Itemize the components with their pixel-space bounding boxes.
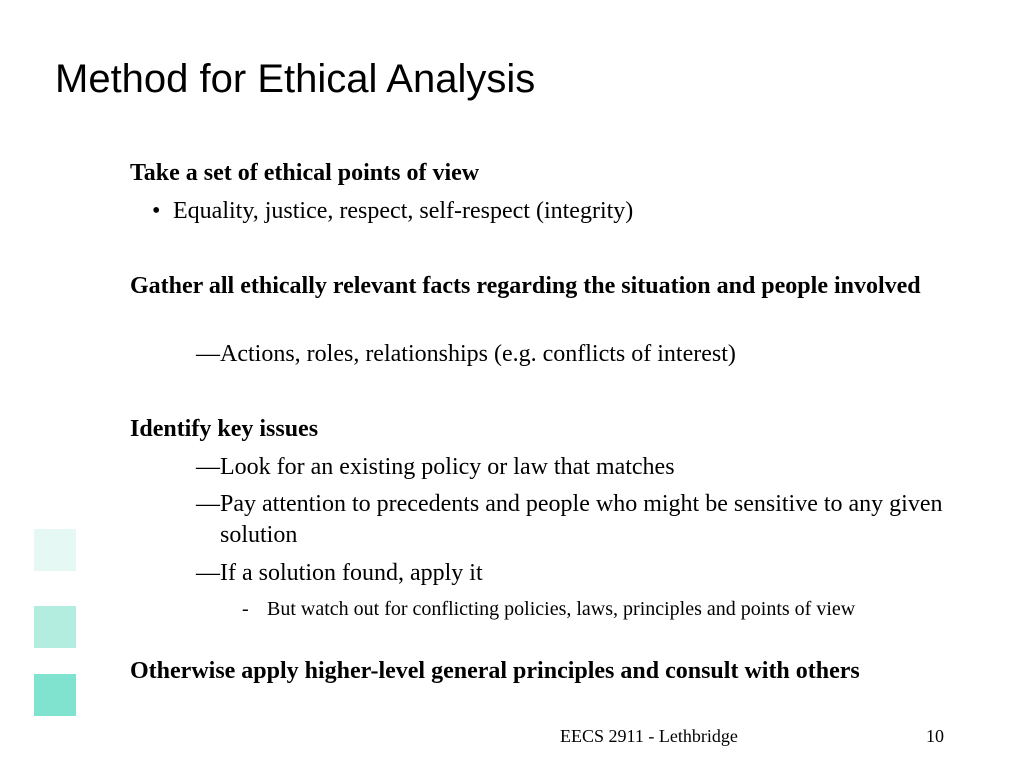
sub-if-solution-found: —If a solution found, apply it: [196, 560, 483, 586]
bullet-dot-icon: •: [152, 198, 161, 224]
decor-square-light: [34, 529, 76, 571]
point-equality: [152, 196, 633, 227]
sub-look-for-policy: —Look for an existing policy or law that matches: [196, 454, 675, 480]
subsub-watch-out-text: But watch out for conflicting policies, laws, principles and points of view: [267, 598, 856, 620]
heading-identify-issues: Identify key issues: [130, 416, 319, 442]
footer-course: EECS 2911 - Lethbridge: [560, 726, 738, 746]
slide-title: Method for Ethical Analysis: [55, 57, 536, 101]
sub-actions-roles: —Actions, roles, relationships (e.g. conflicts of interest): [196, 341, 736, 367]
subsub-watch-out: [242, 596, 957, 622]
decor-square-mid: [34, 606, 76, 648]
heading-gather-facts: Gather all ethically relevant facts regarding the situation and people involved: [130, 273, 921, 299]
heading-otherwise-apply: Otherwise apply higher-level general principles and consult with others: [130, 658, 860, 684]
heading-take-ethical-points: Take a set of ethical points of view: [130, 160, 480, 186]
sub-pay-attention: —Pay attention to precedents and people who might be sensitive to any given solution: [196, 491, 943, 548]
point-equality-text: Equality, justice, respect, self-respect (integrity): [173, 198, 634, 224]
decor-square-dark: [34, 674, 76, 716]
footer-page-number: 10: [926, 726, 944, 746]
dash-marker: -: [242, 598, 249, 620]
